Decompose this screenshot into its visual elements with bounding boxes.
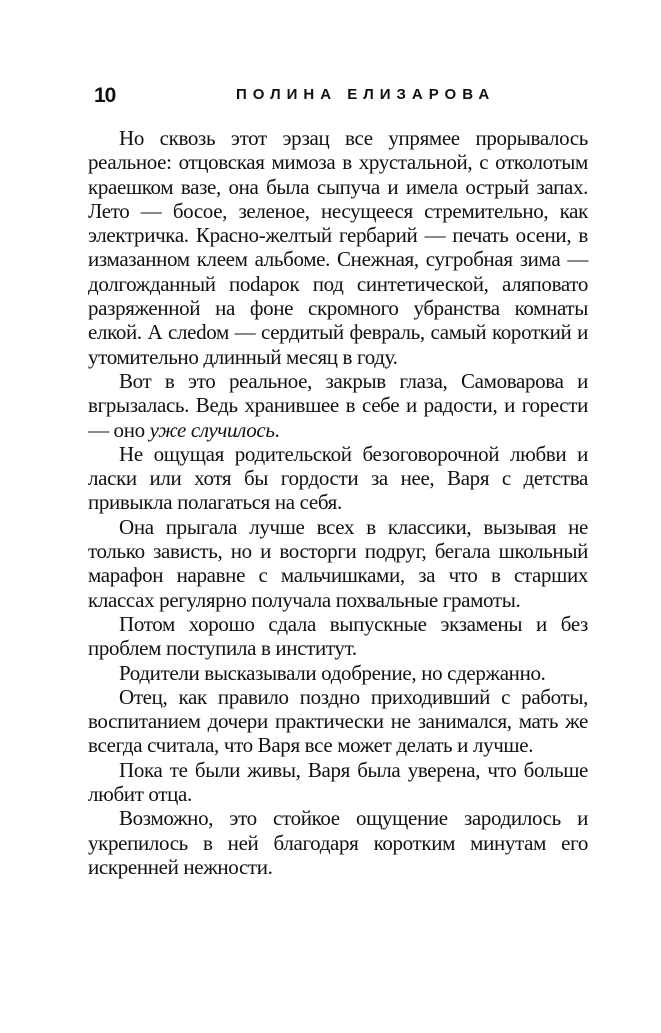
paragraph: Она прыгала лучше всех в классики, вызывая не только зависть, но и восторги подруг, бегала школьный марафон наравне с мальчишками, за что в старших классах регулярно получала похвальные грамоты. [88,514,588,612]
paragraph: Пока те были живы, Варя была уверена, что больше любит отца. [88,757,588,807]
paragraph [88,369,588,442]
page-number: 10 [94,84,116,107]
book-page [88,84,588,879]
page-header [88,84,588,110]
italic-emphasis: уже случилось [149,417,275,442]
paragraph: Но сквозь этот эрзац все упрямее прорывалось реальное: отцовская мимоза в хрустальной, с отколотым краешком вазе, она была сыпуча и имела острый запах. Лето — босое, зеленое, несущееся стремительно, как электричка. Красно-желтый гербарий — печать осени, в измазанном клеем альбоме. Снежная, сугробная зима — долгожданный поdарок под синтетической, аляповато разряженной на фоне скромного убранства комнаты елкой. А слеdом — сердитый февраль, самый короткий и утомительно длинный месяц в году. [88,126,588,369]
paragraph: Потом хорошо сдала выпускные экзамены и без проблем поступила в институт. [88,611,588,661]
paragraph: Отец, как правило поздно приходивший с работы, воспитанием дочери практически не занимался, мать же всегда считала, что Варя все может делать и лучше. [88,684,588,758]
paragraph: Не ощущая родительской безоговорочной любви и ласки или хотя бы гордости за нее, Варя с детства привыкла полагаться на себя. [88,441,588,515]
running-head-author: ПОЛИНА ЕЛИЗАРОВА [236,86,496,103]
paragraph-end: . [274,417,280,442]
paragraph: Возможно, это стойкое ощущение зародилось и укрепилось в ней благодаря коротким минутам его искренней нежности. [88,806,588,879]
body-text [88,126,588,879]
paragraph-text: Вот в это реальное, закрыв глаза, Самоварова и вгрызалась. Ведь хранившее в себе и радости, и горести — оно [88,368,588,442]
paragraph: Родители высказывали одобрение, но сдержанно. [119,660,546,685]
